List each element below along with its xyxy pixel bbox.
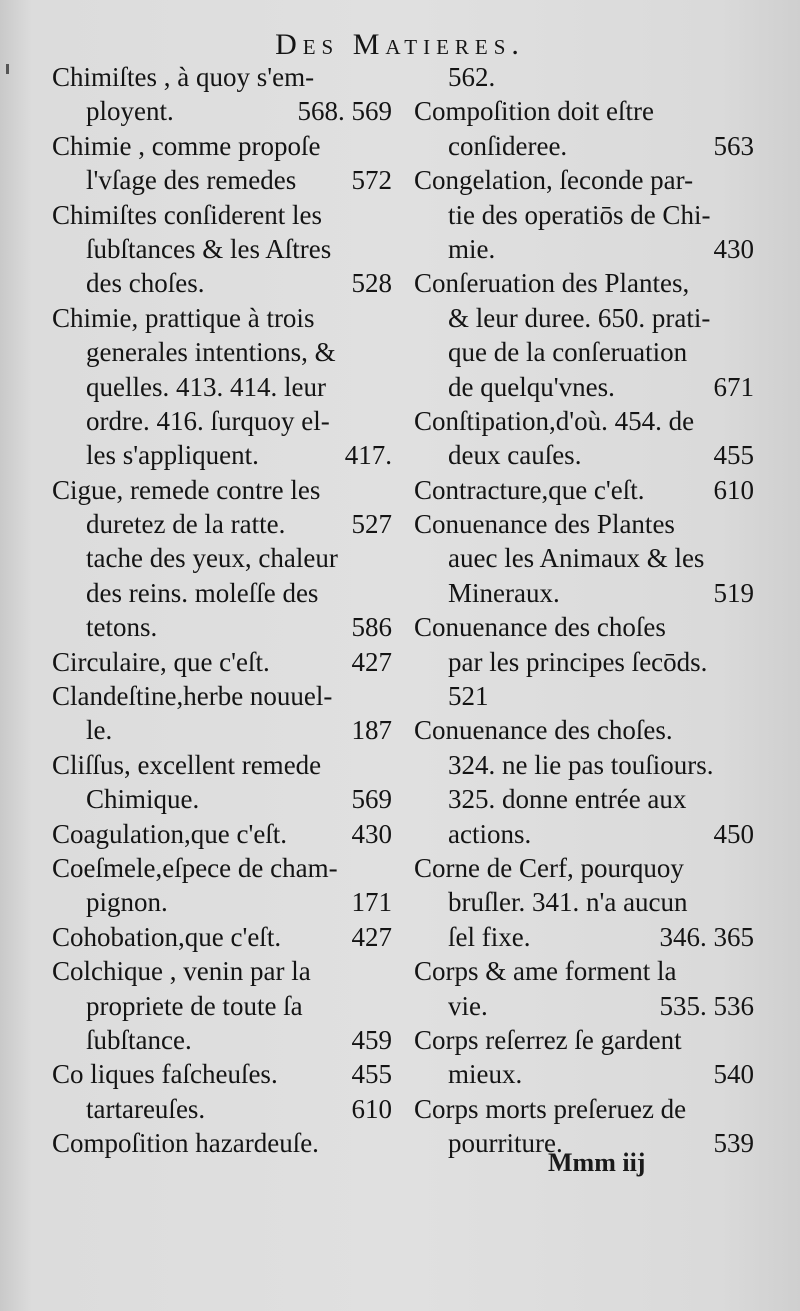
index-entry-line	[52, 1092, 392, 1126]
entry-text: tetons.	[86, 612, 158, 643]
index-entry-line	[52, 885, 392, 919]
index-entry-line	[414, 541, 754, 575]
index-entry-line	[52, 335, 392, 369]
index-entry-line	[414, 438, 754, 472]
index-entry-line	[414, 473, 754, 507]
page-number: 572	[351, 165, 392, 196]
index-entry-line	[414, 1092, 754, 1126]
entry-text: ordre. 416. ſurquoy el-	[86, 405, 330, 436]
entry-text: Conuenance des choſes	[414, 612, 666, 643]
index-entry-line	[52, 60, 392, 94]
entry-text: bruſler. 341. n'a aucun	[448, 887, 688, 918]
entry-text: Coeſmele,eſpece de cham-	[52, 852, 338, 883]
entry-text: pignon.	[86, 887, 168, 918]
page-number: 610	[713, 474, 754, 505]
page-number: 563	[713, 130, 754, 161]
index-entry-line	[52, 576, 392, 610]
index-entry-line	[52, 817, 392, 851]
index-entry-line	[52, 198, 392, 232]
page-number: 539	[713, 1128, 754, 1159]
index-entry-line	[52, 94, 392, 128]
index-entry-line	[414, 1057, 754, 1091]
index-entry-line	[52, 1126, 392, 1160]
index-entry-line	[414, 60, 754, 94]
entry-text: Chimique.	[86, 784, 200, 815]
page-number: 569	[351, 784, 392, 815]
entry-text: que de la conſeruation	[448, 337, 688, 368]
margin-mark	[6, 64, 9, 74]
page-number: 671	[713, 371, 754, 402]
index-entry-line	[414, 645, 754, 679]
entry-text: actions.	[448, 818, 532, 849]
index-entry-line	[52, 507, 392, 541]
page-number: 610	[351, 1093, 392, 1124]
entry-text: tache des yeux, chaleur	[86, 543, 338, 574]
index-entry-line	[414, 920, 754, 954]
index-entry-line	[414, 129, 754, 163]
entry-text: Chimie , comme propoſe	[52, 130, 321, 161]
entry-text: Congelation, ſeconde par-	[414, 165, 694, 196]
entry-text: Colchique , venin par la	[52, 956, 311, 987]
entry-text: propriete de toute ſa	[86, 990, 303, 1021]
entry-text: Chimiſtes , à quoy s'em-	[52, 62, 315, 92]
entry-text: le.	[86, 715, 113, 746]
index-entry-line	[52, 713, 392, 747]
entry-text: par les principes ſecōds.	[448, 646, 708, 677]
entry-text: Coagulation,que c'eſt.	[52, 818, 288, 849]
entry-text: Contracture,que c'eſt.	[414, 474, 645, 505]
index-entry-line	[52, 163, 392, 197]
entry-text: mieux.	[448, 1059, 523, 1090]
index-entry-line	[52, 954, 392, 988]
index-entry-line	[52, 782, 392, 816]
entry-text: Conuenance des choſes.	[414, 715, 673, 746]
index-entry-line	[52, 679, 392, 713]
entry-text: Co liques faſcheuſes.	[52, 1059, 278, 1090]
entry-text: tie des operatiōs de Chi-	[448, 199, 711, 230]
signature-mark: Mmm iij	[548, 1148, 646, 1177]
index-column-left	[52, 60, 392, 1161]
entry-text: 562.	[448, 62, 496, 92]
index-entry-line	[52, 920, 392, 954]
index-entry-line	[414, 94, 754, 128]
entry-text: ſel fixe.	[448, 921, 531, 952]
index-entry-line	[52, 610, 392, 644]
index-entry-line	[414, 782, 754, 816]
entry-text: Circulaire, que c'eſt.	[52, 646, 270, 677]
entry-text: quelles. 413. 414. leur	[86, 371, 326, 402]
index-entry-line	[52, 266, 392, 300]
entry-text: Cigue, remede contre les	[52, 474, 321, 505]
entry-text: Corps reſerrez ſe gardent	[414, 1024, 682, 1055]
index-entry-line	[414, 817, 754, 851]
index-entry-line	[414, 370, 754, 404]
entry-text: 521	[448, 681, 489, 712]
page-number: 346. 365	[659, 921, 754, 952]
page-number: 519	[713, 577, 754, 608]
index-entry-line	[52, 645, 392, 679]
index-entry-line	[52, 370, 392, 404]
index-entry-line	[414, 851, 754, 885]
entry-text: l'vſage des remedes	[86, 165, 297, 196]
index-entry-line	[52, 541, 392, 575]
entry-text: Compoſition doit eſtre	[414, 96, 654, 127]
entry-text: Conuenance des Plantes	[414, 509, 675, 540]
entry-text: conſideree.	[448, 130, 568, 161]
page-number: 527	[351, 509, 392, 540]
entry-text: & leur duree. 650. prati-	[448, 302, 711, 333]
index-entry-line	[52, 301, 392, 335]
index-entry-line	[414, 198, 754, 232]
entry-text: generales intentions, &	[86, 337, 336, 368]
entry-text: Cohobation,que c'eſt.	[52, 921, 282, 952]
entry-text: duretez de la ratte.	[86, 509, 286, 540]
entry-text: ſubſtance.	[86, 1024, 192, 1055]
page-number: 459	[351, 1024, 392, 1055]
index-entry-line	[414, 610, 754, 644]
page-number: 417.	[344, 440, 392, 471]
index-entry-line	[414, 885, 754, 919]
entry-text: auec les Animaux & les	[448, 543, 705, 574]
index-entry-line	[52, 851, 392, 885]
entry-text: 324. ne lie pas touſiours.	[448, 749, 714, 780]
entry-text: mie.	[448, 233, 496, 264]
entry-text: Mineraux.	[448, 577, 560, 608]
index-entry-line	[414, 266, 754, 300]
index-entry-line	[414, 404, 754, 438]
entry-text: ſubſtances & les Aſtres	[86, 233, 332, 264]
entry-text: Chimiſtes conſiderent les	[52, 199, 322, 230]
page-number: 430	[713, 233, 754, 264]
entry-text: vie.	[448, 990, 488, 1021]
entry-text: pourriture.	[448, 1128, 563, 1159]
entry-text: Chimie, prattique à trois	[52, 302, 315, 333]
index-entry-line	[52, 748, 392, 782]
page-number: 187	[351, 715, 392, 746]
entry-text: Corps morts preſeruez de	[414, 1093, 687, 1124]
page-number: 450	[713, 818, 754, 849]
entry-text: Corne de Cerf, pourquoy	[414, 852, 684, 883]
page-number: 171	[351, 887, 392, 918]
index-entry-line	[414, 232, 754, 266]
page-number: 455	[713, 440, 754, 471]
entry-text: Clandeſtine,herbe nouuel-	[52, 681, 333, 712]
entry-text: Cliſſus, excellent remede	[52, 749, 322, 780]
page-number: 427	[351, 646, 392, 677]
entry-text: Corps & ame forment la	[414, 956, 677, 987]
entry-text: les s'appliquent.	[86, 440, 259, 471]
entry-text: ployent.	[86, 96, 174, 127]
page-number: 528	[351, 268, 392, 299]
page-number: 568. 569	[297, 96, 392, 127]
entry-text: des choſes.	[86, 268, 205, 299]
index-column-right	[414, 60, 754, 1161]
index-entry-line	[414, 748, 754, 782]
index-entry-line	[52, 438, 392, 472]
index-entry-line	[52, 129, 392, 163]
entry-text: tartareuſes.	[86, 1093, 206, 1124]
index-entry-line	[414, 989, 754, 1023]
index-entry-line	[52, 989, 392, 1023]
entry-text: 325. donne entrée aux	[448, 784, 687, 815]
index-entry-line	[414, 507, 754, 541]
entry-text: Conſtipation,d'où. 454. de	[414, 405, 695, 436]
entry-text: des reins. moleſſe des	[86, 577, 319, 608]
index-entry-line	[414, 1023, 754, 1057]
index-entry-line	[52, 232, 392, 266]
index-entry-line	[52, 404, 392, 438]
page-number: 586	[351, 612, 392, 643]
page-number: 430	[351, 818, 392, 849]
index-entry-line	[414, 163, 754, 197]
page-number: 427	[351, 921, 392, 952]
running-header: Des Matieres.	[275, 28, 525, 61]
entry-text: de quelqu'vnes.	[448, 371, 615, 402]
entry-text: Conſeruation des Plantes,	[414, 268, 690, 299]
page-number: 535. 536	[659, 990, 754, 1021]
index-entry-line	[52, 473, 392, 507]
index-entry-line	[414, 335, 754, 369]
entry-text: Compoſition hazardeuſe.	[52, 1128, 319, 1159]
index-entry-line	[414, 301, 754, 335]
entry-text: deux cauſes.	[448, 440, 582, 471]
page-number: 540	[713, 1059, 754, 1090]
index-entry-line	[414, 713, 754, 747]
index-entry-line	[52, 1057, 392, 1091]
index-entry-line	[414, 679, 754, 713]
index-entry-line	[414, 954, 754, 988]
index-entry-line	[52, 1023, 392, 1057]
page-number: 455	[351, 1059, 392, 1090]
index-entry-line	[414, 576, 754, 610]
